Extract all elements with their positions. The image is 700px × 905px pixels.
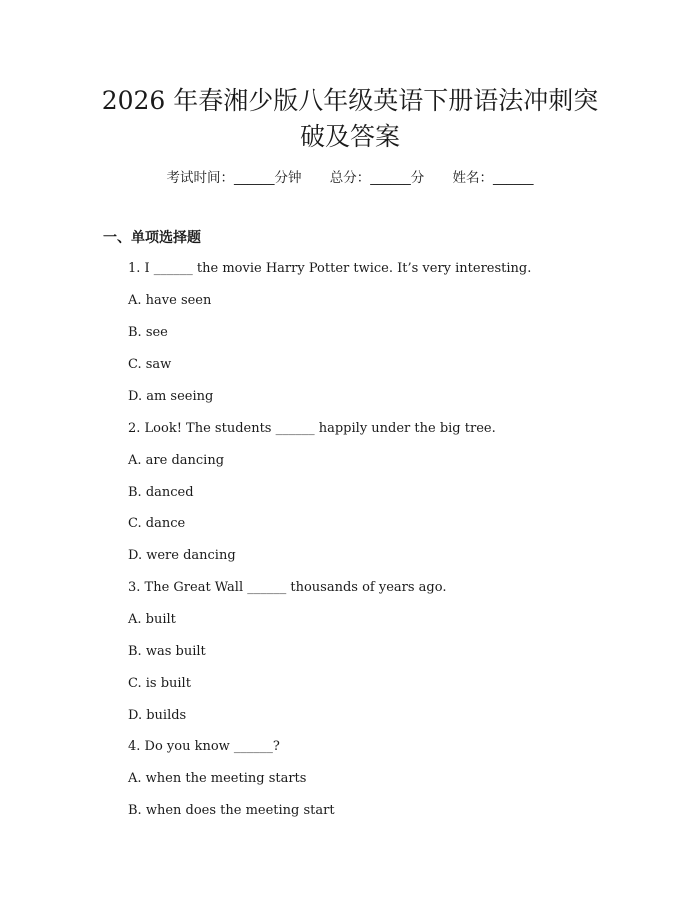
exam-name: 姓名：______ bbox=[452, 170, 534, 186]
option-4a: A. when the meeting starts bbox=[128, 771, 307, 786]
document-title-line-1: 2026 年春湘少版八年级英语下册语法冲刺突 bbox=[101, 86, 599, 115]
exam-meta bbox=[0, 168, 700, 188]
option-2d: D. were dancing bbox=[128, 548, 236, 563]
option-4b: B. when does the meeting start bbox=[128, 803, 335, 818]
option-2a: A. are dancing bbox=[128, 453, 225, 468]
question-3: 3. The Great Wall ______ thousands of years ago. bbox=[128, 580, 447, 595]
option-1d: D. am seeing bbox=[128, 389, 214, 404]
exam-score: 总分：______分 bbox=[329, 170, 425, 186]
exam-time: 考试时间：______分钟 bbox=[166, 170, 302, 186]
option-1c: C. saw bbox=[128, 357, 172, 372]
option-2b: B. danced bbox=[128, 485, 194, 500]
section-heading: 一、单项选择题 bbox=[103, 230, 201, 246]
option-2c: C. dance bbox=[128, 516, 186, 531]
document-title-line-2: 破及答案 bbox=[299, 122, 400, 151]
option-3b: B. was built bbox=[128, 644, 206, 659]
question-4: 4. Do you know ______? bbox=[128, 739, 280, 754]
option-3d: D. builds bbox=[128, 708, 187, 723]
option-3c: C. is built bbox=[128, 676, 191, 691]
option-1a: A. have seen bbox=[128, 293, 212, 308]
option-3a: A. built bbox=[128, 612, 176, 627]
question-1: 1. I ______ the movie Harry Potter twice. It’s very interesting. bbox=[128, 261, 532, 276]
question-2: 2. Look! The students ______ happily under the big tree. bbox=[128, 421, 496, 436]
option-1b: B. see bbox=[128, 325, 168, 340]
